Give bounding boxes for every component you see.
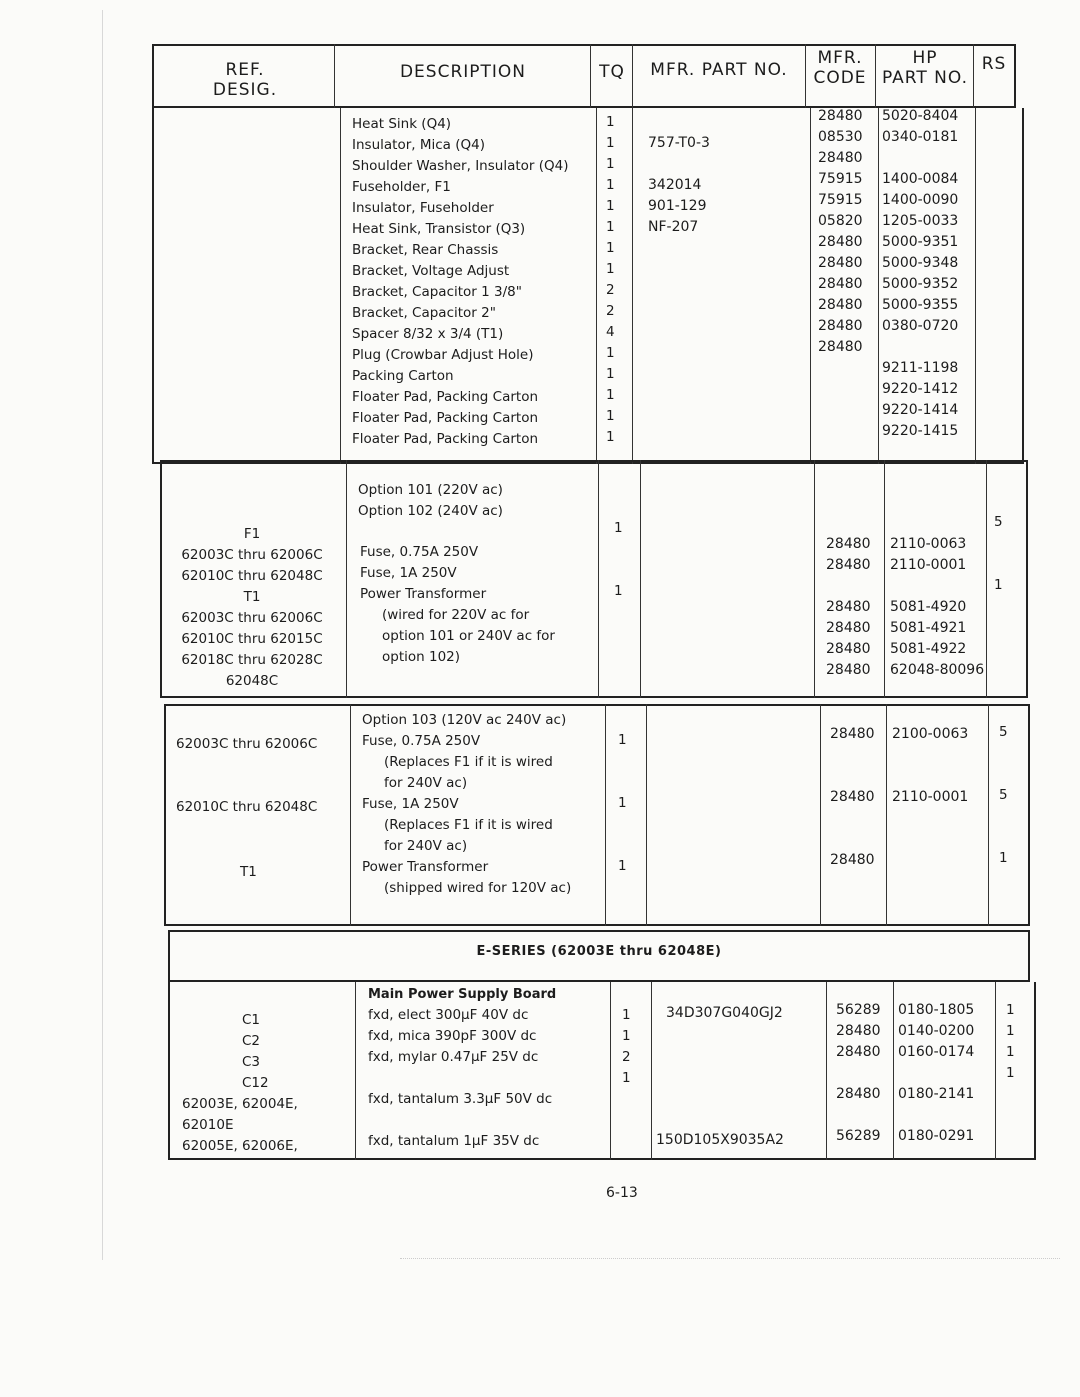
sec2-description: Fuse, 0.75A 250V Fuse, 1A 250V Power Transformer (wired for 220V ac for option 101 or 240V ac for option 102) xyxy=(360,544,555,665)
header-mfr-part: MFR. PART NO. xyxy=(650,60,788,80)
header-tq: TQ xyxy=(599,62,625,82)
header-rs: RS xyxy=(981,54,1007,74)
sec4-description: fxd, elect 300μF 40V dc fxd, mica 390pF 300V dc fxd, mylar 0.47μF 25V dc fxd, tantalum 3.3μF 50V dc fxd, tantalum 1μF 35V dc xyxy=(368,1007,553,1149)
header-hp-part: HP PART NO. xyxy=(882,48,968,88)
sec1-mfr-part: 757-T0-3 342014 901-129 NF-207 xyxy=(648,135,710,235)
sec2-hp-part: 2110-0063 2110-0001 5081-4920 5081-4921 5081-4922 62048-80096 xyxy=(890,536,985,678)
e-series-title: E-SERIES (62003E thru 62048E) xyxy=(476,944,722,959)
sec4-mfr-part-2: 150D105X9035A2 xyxy=(656,1132,784,1148)
sec2-options: Option 101 (220V ac) Option 102 (240V ac) xyxy=(358,482,503,519)
e-series-banner xyxy=(168,930,1030,982)
sec1-mfr-code: 28480 08530 28480 75915 75915 05820 28480 28480 28480 28480 28480 28480 xyxy=(818,108,863,355)
sec1-tq: 1 1 1 1 1 1 1 1 2 2 4 1 1 1 1 1 xyxy=(606,114,615,445)
scan-artifact xyxy=(400,1258,1060,1259)
sec3-mfr-code: 28480 28480 28480 xyxy=(830,726,875,868)
sec2-mfr-code: 28480 28480 28480 28480 28480 28480 xyxy=(826,536,871,678)
sec4-hp-part: 0180-1805 0140-0200 0160-0174 0180-2141 0180-0291 xyxy=(898,1002,975,1144)
sec4-rs: 1 1 1 1 xyxy=(1006,1002,1015,1081)
sec3-ref-1: 62003C thru 62006C xyxy=(176,736,318,752)
page-edge xyxy=(102,10,103,1260)
sec3-rs: 5 5 1 xyxy=(999,724,1008,866)
sec3-description: Option 103 (120V ac 240V ac) Fuse, 0.75A 250V (Replaces F1 if it is wired for 240V ac) Fuse, 1A 250V (Replaces F1 if it is wired for 240V ac) Power Transformer (shipped wired for 120V ac) xyxy=(362,712,572,896)
sec2-tq: 1 1 xyxy=(614,520,623,599)
sec4-mfr-part-1: 34D307G040GJ2 xyxy=(666,1005,783,1021)
header-ref: REF. DESIG. xyxy=(212,60,278,100)
sec4-ref-caps: C1 C2 C3 C12 xyxy=(242,1012,269,1091)
sec3-hp-part: 2100-0063 2110-0001 xyxy=(892,726,969,805)
sec4-ref-models: 62003E, 62004E, 62010E 62005E, 62006E, xyxy=(182,1096,298,1154)
sec3-ref-3: T1 xyxy=(240,864,257,880)
sec1-description: Heat Sink (Q4) Insulator, Mica (Q4) Shoulder Washer, Insulator (Q4) Fuseholder, F1 Insulator, Fuseholder Heat Sink, Transistor (Q3) Bracket, Rear Chassis Bracket, Voltage Adjust Bracket, Capacitor 1 3/8" Bracket, Capacitor 2" Spacer 8/32 x 3/4 (T1) Plug (Crowbar Adjust Hole) Packing Carton Floater Pad, Packing Carton Floater Pad, Packing Carton Floater Pad, Packing Carton xyxy=(352,116,569,447)
page-number: 6-13 xyxy=(606,1185,638,1201)
sec4-mfr-code: 56289 28480 28480 28480 56289 xyxy=(836,1002,881,1144)
header-mfr-code: MFR. CODE xyxy=(813,48,867,88)
sec1-hp-part: 5020-8404 0340-0181 1400-0084 1400-0090 1205-0033 5000-9351 5000-9348 5000-9352 5000-9355 0380-0720 9211-1198 9220-1412 9220-1414 9220-1415 xyxy=(882,108,959,439)
sec3-tq: 1 1 1 xyxy=(618,732,627,874)
sec4-board-title: Main Power Supply Board xyxy=(368,987,557,1002)
sec3-ref-2: 62010C thru 62048C xyxy=(176,799,318,815)
sec2-ref: F1 62003C thru 62006C 62010C thru 62048C T1 62003C thru 62006C 62010C thru 62015C 62018C thru 62028C 62048C xyxy=(181,526,323,689)
header-description: DESCRIPTION xyxy=(399,62,527,82)
sec4-tq: 1 1 2 1 xyxy=(622,1007,631,1086)
sec2-rs: 5 1 xyxy=(994,514,1003,593)
